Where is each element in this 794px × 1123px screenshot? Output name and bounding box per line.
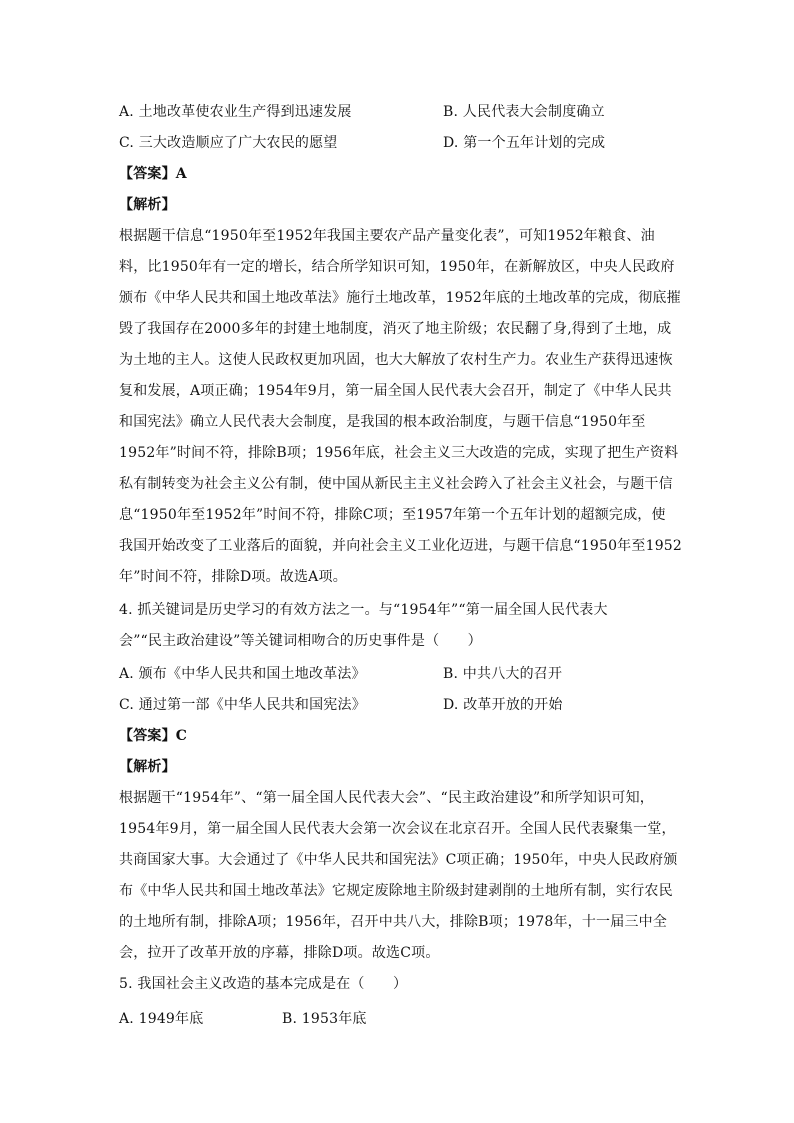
q3-option-c: C. 三大改造顺应了广大农民的愿望 bbox=[119, 135, 338, 151]
q4-analysis-label: 【解析】 bbox=[119, 759, 176, 775]
q3-analysis-line: 和国宪法》确立人民代表大会制度，是我国的根本政治制度，与题干信息“1950年至 bbox=[119, 414, 646, 430]
q4-stem-line: 4. 抓关键词是历史学习的有效方法之一。与“1954年”“第一届全国人民代表大 bbox=[119, 602, 608, 618]
q3-analysis-line: 根据题干信息“1950年至1952年我国主要农产品产量变化表”，可知1952年粮食、油 bbox=[119, 228, 655, 244]
q5-option-a: A. 1949年底 bbox=[119, 1011, 204, 1027]
q4-analysis-line: 的土地所有制，排除A项；1956年，召开中共八大，排除B项；1978年，十一届三中全 bbox=[119, 914, 668, 930]
q5-stem: 5. 我国社会主义改造的基本完成是在（ ） bbox=[119, 976, 408, 992]
q5-option-b: B. 1953年底 bbox=[282, 1011, 367, 1027]
q4-option-a: A. 颁布《中华人民共和国土地改革法》 bbox=[119, 666, 366, 682]
q4-analysis-line: 共商国家大事。大会通过了《中华人民共和国宪法》C项正确；1950年，中央人民政府颁 bbox=[119, 852, 678, 868]
q4-option-c: C. 通过第一部《中华人民共和国宪法》 bbox=[119, 697, 366, 713]
q3-analysis-line: 毁了我国存在2000多年的封建土地制度，消灭了地主阶级；农民翻了身,得到了土地，成 bbox=[119, 321, 672, 337]
q3-analysis-line: 复和发展，A项正确；1954年9月，第一届全国人民代表大会召开，制定了《中华人民共 bbox=[119, 383, 672, 399]
q3-option-a: A. 土地改革使农业生产得到迅速发展 bbox=[119, 104, 352, 120]
q3-analysis-line: 私有制转变为社会主义公有制，使中国从新民主主义社会跨入了社会主义社会，与题干信 bbox=[119, 476, 673, 492]
q4-option-d: D. 改革开放的开始 bbox=[443, 697, 563, 713]
q4-option-b: B. 中共八大的召开 bbox=[443, 666, 563, 682]
q3-analysis-line: 我国开始改变了工业落后的面貌，并向社会主义工业化迈进，与题干信息“1950年至1952 bbox=[119, 538, 683, 554]
q3-option-d: D. 第一个五年计划的完成 bbox=[443, 135, 606, 151]
q4-analysis-line: 会，拉开了改革开放的序幕，排除D项。故选C项。 bbox=[119, 945, 440, 961]
q4-analysis-line: 根据题干“1954年”、“第一届全国人民代表大会”、“民主政治建设”和所学知识可知， bbox=[119, 790, 654, 806]
q4-answer: 【答案】C bbox=[119, 728, 188, 744]
q3-analysis-label: 【解析】 bbox=[119, 197, 176, 213]
q4-analysis-line: 1954年9月，第一届全国人民代表大会第一次会议在北京召开。全国人民代表聚集一堂， bbox=[119, 821, 676, 837]
q3-analysis-line: 年”时间不符，排除D项。故选A项。 bbox=[119, 569, 347, 585]
q3-analysis-line: 息“1950年至1952年”时间不符，排除C项；至1957年第一个五年计划的超额完成，使 bbox=[119, 507, 666, 523]
q4-stem-line: 会”“民主政治建设”等关键词相吻合的历史事件是（ ） bbox=[119, 633, 482, 649]
q4-analysis-line: 布《中华人民共和国土地改革法》它规定废除地主阶级封建剥削的土地所有制，实行农民 bbox=[119, 883, 673, 899]
q3-answer: 【答案】A bbox=[119, 166, 187, 182]
q3-option-b: B. 人民代表大会制度确立 bbox=[443, 104, 605, 120]
q3-analysis-line: 料，比1950年有一定的增长，结合所学知识可知，1950年，在新解放区，中央人民政府 bbox=[119, 259, 675, 275]
q3-analysis-line: 颁布《中华人民共和国土地改革法》施行土地改革，1952年底的土地改革的完成，彻底摧 bbox=[119, 290, 681, 306]
q3-analysis-line: 为土地的主人。这使人民政权更加巩固，也大大解放了农村生产力。农业生产获得迅速恢 bbox=[119, 352, 673, 368]
q3-analysis-line: 1952年”时间不符，排除B项；1956年底，社会主义三大改造的完成，实现了把生产资料 bbox=[119, 445, 679, 461]
